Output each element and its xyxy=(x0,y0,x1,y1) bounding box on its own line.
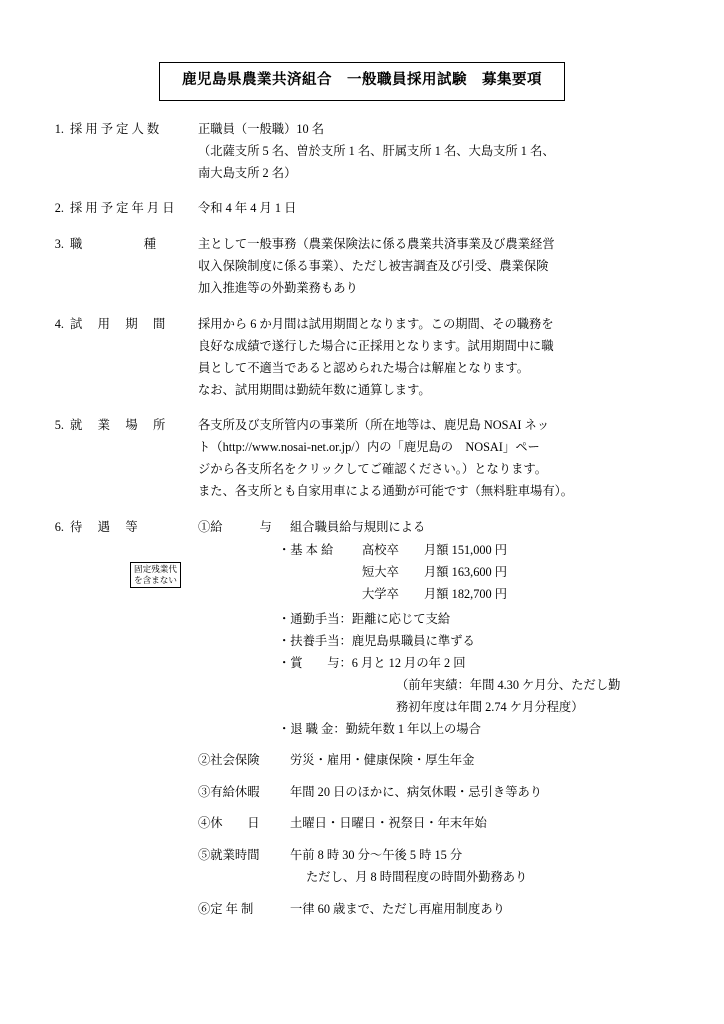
section-1-line-1: 正職員（一般職）10 名 xyxy=(198,121,325,136)
section-5-body xyxy=(198,415,680,503)
section-5 xyxy=(44,415,680,503)
salary-marker: ①給 与 xyxy=(198,519,272,534)
item-working-hours xyxy=(198,845,680,889)
basic-salary-label: ・基 本 給 xyxy=(278,542,334,557)
section-2-number: 2. xyxy=(54,201,64,216)
section-1-number: 1. xyxy=(54,121,64,136)
section-4-line-4: なお、試用期間は勤続年数に通算します。 xyxy=(198,382,431,397)
section-4-line-3: 員として不適当であると認められた場合は解雇となります。 xyxy=(198,360,530,375)
item-holidays-marker: ④休 日 xyxy=(198,816,260,831)
fixed-overtime-note xyxy=(130,562,181,588)
salary-details xyxy=(134,540,680,741)
commute-allowance: ・通勤手当：距離に応じて支給 xyxy=(278,612,451,627)
section-4 xyxy=(44,314,680,402)
item-paid-leave xyxy=(198,782,680,804)
item-retirement-age xyxy=(198,899,680,921)
section-4-label: 試 用 期 間 xyxy=(70,316,166,331)
bonus-line-3: 務初年度は年間 2.74 ケ月分程度） xyxy=(396,699,584,714)
basic-salary-group xyxy=(278,540,680,606)
title-container xyxy=(44,62,680,101)
basic-salary-row-1 xyxy=(278,540,680,562)
basic-salary-type-3: 大学卒 xyxy=(362,586,399,601)
item-working-hours-marker: ⑤就業時間 xyxy=(198,848,260,863)
item-paid-leave-text: 年間 20 日のほかに、病気休暇・忌引き等あり xyxy=(290,784,543,799)
section-4-line-2: 良好な成績で遂行した場合に正採用となります。試用期間中に職 xyxy=(198,338,554,353)
basic-salary-row-3 xyxy=(278,584,680,606)
section-5-label: 就 業 場 所 xyxy=(70,418,166,433)
retirement-allowance: ・退 職 金：勤続年数 1 年以上の場合 xyxy=(278,721,481,736)
section-4-line-1: 採用から 6 か月間は試用期間となります。この期間、その職務を xyxy=(198,316,554,331)
salary-row xyxy=(198,517,680,539)
item-retirement-age-text: 一律 60 歳まで、ただし再雇用制度あり xyxy=(290,902,505,917)
dependent-allowance: ・扶養手当：鹿児島県職員に準ずる xyxy=(278,634,475,649)
section-2 xyxy=(44,198,680,220)
section-5-line-2: ト（http://www.nosai-net.or.jp/）内の「鹿児島の NOSAI」ペー xyxy=(198,440,540,455)
basic-salary-row-2 xyxy=(278,562,680,584)
basic-salary-type-2: 短大卒 xyxy=(362,564,399,579)
section-5-line-1: 各支所及び支所管内の事業所（所在地等は、鹿児島 NOSAI ネッ xyxy=(198,418,550,433)
item-retirement-age-marker: ⑥定 年 制 xyxy=(198,902,254,917)
section-3-line-1: 主として一般事務（農業保険法に係る農業共済事業及び農業経営 xyxy=(198,237,555,252)
item-working-hours-body xyxy=(290,845,680,889)
section-6-label: 待 遇 等 xyxy=(70,519,138,534)
section-5-line-3: ジから各支所名をクリックしてご確認ください。）となります。 xyxy=(198,462,547,477)
basic-salary-amount-2: 月額 163,600 円 xyxy=(424,564,508,579)
section-3-line-2: 収入保険制度に係る事業）、ただし被害調査及び引受、農業保険 xyxy=(198,259,549,274)
item-social-insurance-marker: ②社会保険 xyxy=(198,752,260,767)
section-3-label: 職 種 xyxy=(70,237,157,252)
section-3-line-3: 加入推進等の外勤業務もあり xyxy=(198,281,358,296)
section-5-number: 5. xyxy=(54,418,64,433)
section-4-body xyxy=(198,314,680,402)
section-3 xyxy=(44,234,680,300)
page-title: 鹿児島県農業共済組合 一般職員採用試験 募集要項 xyxy=(159,62,565,101)
section-1-body xyxy=(198,119,680,185)
fixed-overtime-note-line-1: 固定残業代 xyxy=(134,563,177,574)
section-5-line-4: また、各支所とも自家用車による通勤が可能です（無料駐車場有）。 xyxy=(198,484,574,499)
section-3-body xyxy=(198,234,680,300)
section-6-number: 6. xyxy=(54,519,64,534)
section-6 xyxy=(44,517,680,922)
section-2-label: 採 用 予 定 年 月 日 xyxy=(70,201,175,216)
item-working-hours-text-2: ただし、月 8 時間程度の時間外勤務あり xyxy=(306,870,528,885)
section-2-line-1: 令和 4 年 4 月 1 日 xyxy=(198,201,297,216)
section-3-number: 3. xyxy=(54,237,64,252)
item-social-insurance xyxy=(198,750,680,772)
section-6-body xyxy=(134,517,680,922)
section-1-line-3: 南大島支所 2 名） xyxy=(198,165,297,180)
section-4-number: 4. xyxy=(54,316,64,331)
item-holidays-text: 土曜日・日曜日・祝祭日・年末年始 xyxy=(290,816,487,831)
salary-heading: 組合職員給与規則による xyxy=(290,519,426,534)
bonus-line-2: （前年実績：年間 4.30 ケ月分、ただし勤 xyxy=(396,678,621,693)
item-holidays xyxy=(198,813,680,835)
fixed-overtime-note-line-2: を含まない xyxy=(134,574,177,585)
item-paid-leave-marker: ③有給休暇 xyxy=(198,784,260,799)
bonus-line-1: ・賞 与：6 月と 12 月の年 2 回 xyxy=(278,656,466,671)
section-1-label: 採 用 予 定 人 数 xyxy=(70,121,160,136)
item-social-insurance-text: 労災・雇用・健康保険・厚生年金 xyxy=(290,752,475,767)
basic-salary-amount-1: 月額 151,000 円 xyxy=(424,542,508,557)
basic-salary-amount-3: 月額 182,700 円 xyxy=(424,586,508,601)
section-1-line-2: （北薩支所 5 名、曽於支所 1 名、肝属支所 1 名、大島支所 1 名、 xyxy=(198,143,555,158)
basic-salary-type-1: 高校卒 xyxy=(362,542,399,557)
item-working-hours-text: 午前 8 時 30 分〜午後 5 時 15 分 xyxy=(290,848,463,863)
section-1 xyxy=(44,119,680,185)
section-2-body xyxy=(198,198,680,220)
